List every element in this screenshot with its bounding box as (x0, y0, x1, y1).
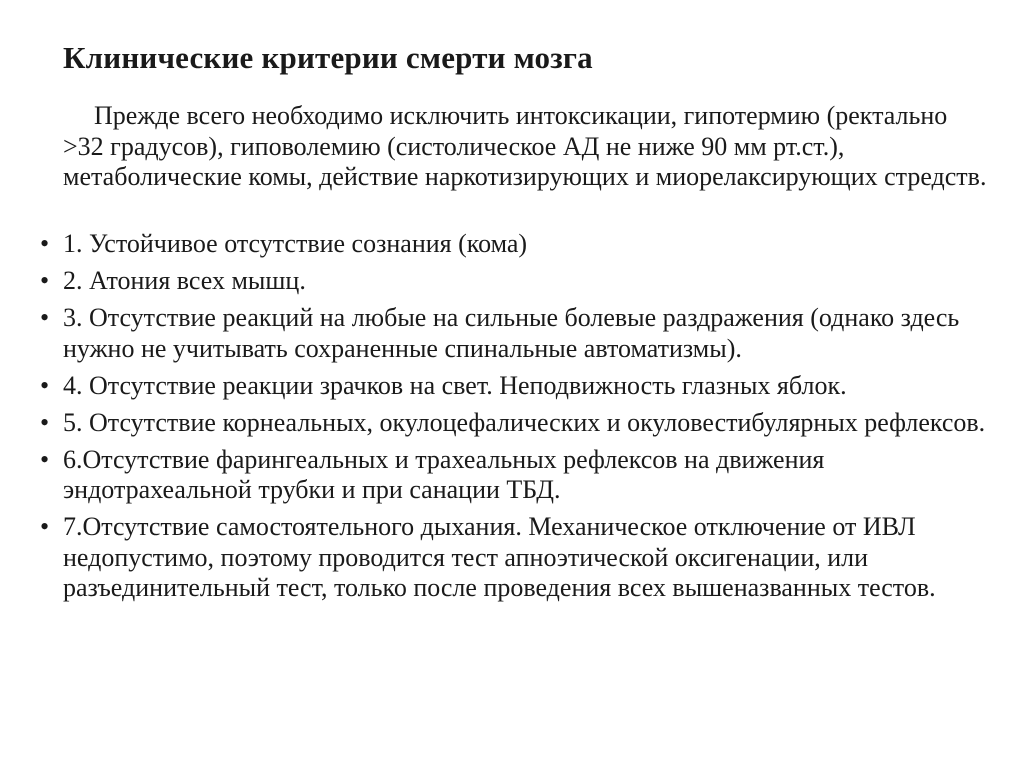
bullet-icon: • (40, 266, 50, 295)
criterion-text: 1. Устойчивое отсутствие сознания (кома) (63, 229, 528, 258)
bullet-icon: • (40, 512, 50, 541)
bullet-icon: • (40, 229, 50, 258)
bullet-icon: • (40, 370, 50, 400)
list-item (40, 371, 995, 402)
list-item (40, 266, 995, 297)
criterion-text: 3. Отсутствие реакций на любые на сильные болевые раздражения (однако здесь нужно не учитывать сохраненные спинальные автоматизмы). (63, 303, 960, 363)
list-item (40, 408, 995, 439)
criterion-text: 7.Отсутствие самостоятельного дыхания. Механическое отключение от ИВЛ недопустимо, поэтому проводится тест апноэтической оксигенации, или разъединительный тест, только после проведения всех вышеназванных тестов. (63, 512, 936, 602)
list-item (40, 512, 995, 604)
criterion-text: 6.Отсутствие фарингеальных и трахеальных рефлексов на движения эндотрахеальной трубки и при санации ТБД. (63, 444, 825, 504)
bullet-icon: • (40, 303, 50, 332)
bullet-icon: • (40, 407, 50, 437)
list-item (40, 303, 995, 364)
criterion-text: 2. Атония всех мышц. (63, 266, 306, 295)
list-item (40, 445, 995, 506)
criterion-text: 5. Отсутствие корнеальных, окулоцефалических и окуловестибулярных рефлексов. (63, 407, 986, 437)
intro-paragraph: Прежде всего необходимо исключить интоксикации, гипотермию (ректально >32 градусов), гиповолемию (систолическое АД не ниже 90 мм рт.ст.), метаболические комы, действие наркотизирующих и миорелаксирующих стредств. (63, 101, 987, 191)
slide-title: Клинические критерии смерти мозга (63, 40, 593, 75)
criterion-text: 4. Отсутствие реакции зрачков на свет. Неподвижность глазных яблок. (63, 370, 847, 400)
list-item (40, 229, 995, 260)
criteria-list (40, 229, 995, 610)
bullet-icon: • (40, 444, 50, 474)
